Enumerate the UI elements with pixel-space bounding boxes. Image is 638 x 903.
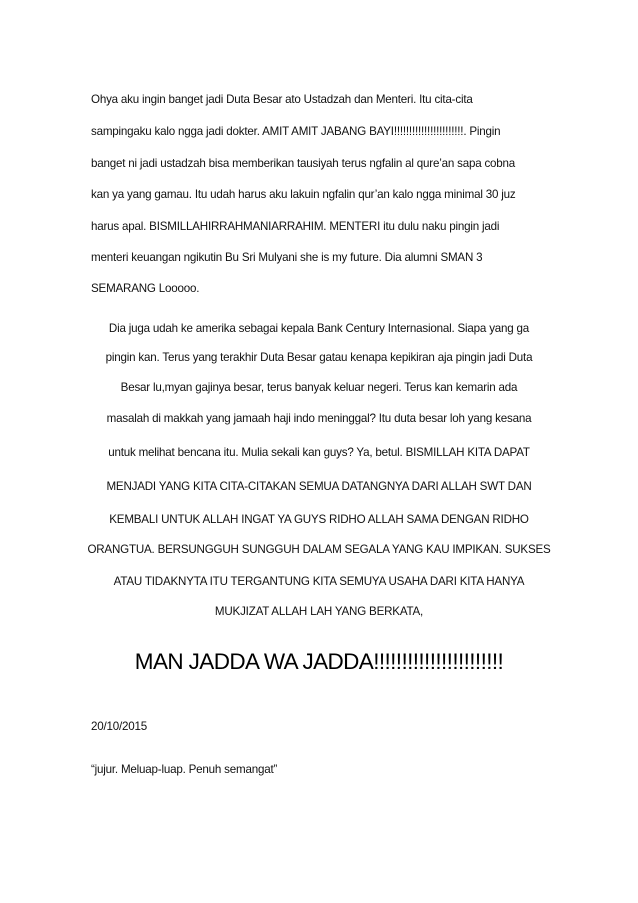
- paragraph1-line: menteri keuangan ngikutin Bu Sri Mulyani she is my future. Dia alumni SMAN 3: [91, 251, 483, 264]
- paragraph1-line: SEMARANG Looooo.: [91, 282, 200, 295]
- paragraph2-line: MUKJIZAT ALLAH LAH YANG BERKATA,: [214, 605, 424, 618]
- paragraph2-line: Dia juga udah ke amerika sebagai kepala Bank Century Internasional. Siapa yang ga: [108, 322, 530, 335]
- date-text: 20/10/2015: [91, 720, 148, 733]
- paragraph1-line: harus apal. BISMILLAHIRRAHMANIARRAHIM. MENTERI itu dulu naku pingin jadi: [91, 220, 500, 233]
- paragraph2-line: MENJADI YANG KITA CITA-CITAKAN SEMUA DATANGNYA DARI ALLAH SWT DAN: [106, 480, 532, 493]
- paragraph1-line: banget ni jadi ustadzah bisa memberikan tausiyah terus ngfalin al qure’an sapa cobna: [91, 157, 516, 170]
- paragraph2-line: ORANGTUA. BERSUNGGUH SUNGGUH DALAM SEGALA YANG KAU IMPIKAN. SUKSES: [87, 543, 551, 556]
- paragraph1-line: sampingaku kalo ngga jadi dokter. AMIT AMIT JABANG BAYI!!!!!!!!!!!!!!!!!!!!!!!. Pingin: [91, 125, 501, 138]
- paragraph2-line: pingin kan. Terus yang terakhir Duta Besar gatau kenapa kepikiran aja pingin jadi Duta: [105, 351, 533, 364]
- paragraph2-line: Besar lu,myan gajinya besar, terus banyak keluar negeri. Terus kan kemarin ada: [120, 381, 518, 394]
- quote-text: “jujur. Meluap-luap. Penuh semangat”: [91, 763, 278, 776]
- paragraph2-line: ATAU TIDAKNYTA ITU TERGANTUNG KITA SEMUYA USAHA DARI KITA HANYA: [113, 575, 525, 588]
- paragraph1-line: Ohya aku ingin banget jadi Duta Besar ato Ustadzah dan Menteri. Itu cita-cita: [91, 93, 473, 106]
- paragraph2-line: KEMBALI UNTUK ALLAH INGAT YA GUYS RIDHO ALLAH SAMA DENGAN RIDHO: [109, 513, 529, 526]
- motto-heading: MAN JADDA WA JADDA!!!!!!!!!!!!!!!!!!!!!!!: [134, 649, 504, 674]
- paragraph1-line: kan ya yang gamau. Itu udah harus aku lakuin ngfalin qur’an kalo ngga minimal 30 juz: [91, 188, 516, 201]
- paragraph2-line: masalah di makkah yang jamaah haji indo meninggal? Itu duta besar loh yang kesana: [106, 412, 532, 425]
- paragraph2-line: untuk melihat bencana itu. Mulia sekali kan guys? Ya, betul. BISMILLAH KITA DAPAT: [108, 446, 530, 459]
